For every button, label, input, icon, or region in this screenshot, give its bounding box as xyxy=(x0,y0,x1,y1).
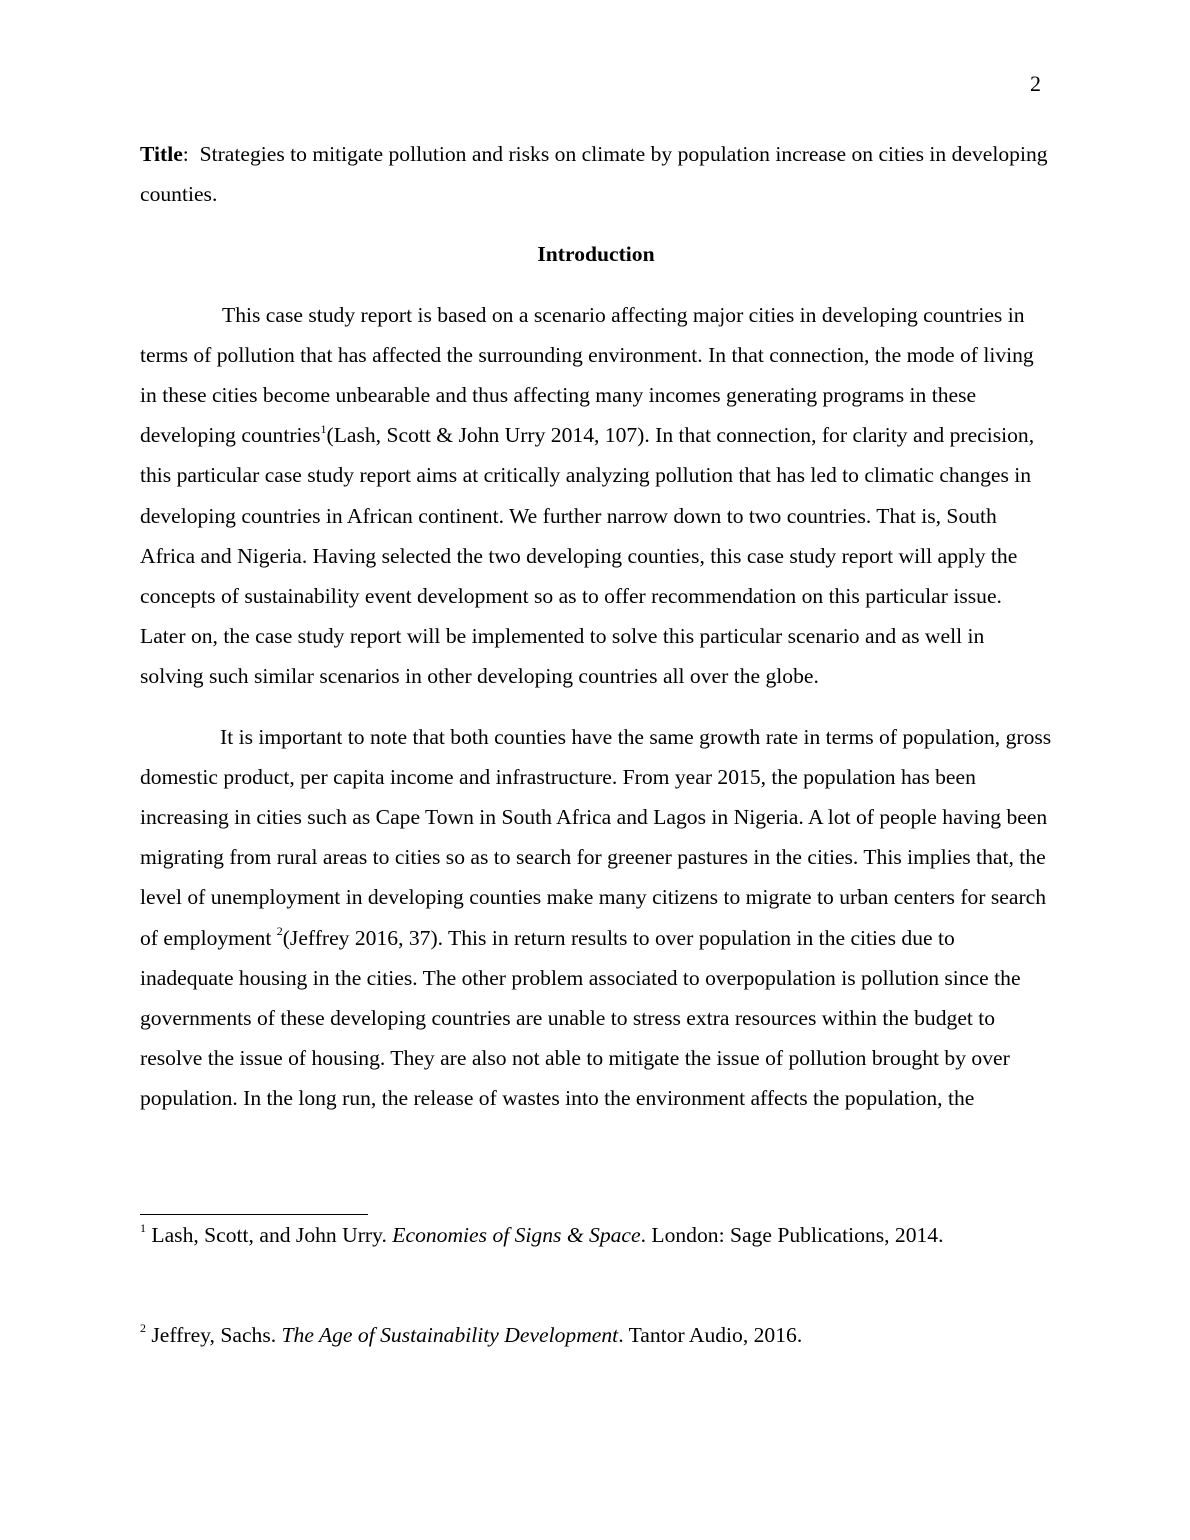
document-body xyxy=(140,134,1052,1139)
document-title xyxy=(140,134,1052,214)
paragraph-intro-1 xyxy=(140,295,1052,697)
title-label: Title xyxy=(140,142,183,166)
paragraph-text: (Lash, Scott & John Urry 2014, 107). In that connection, for clarity and precision, this particular case study report aims at critically analyzing pollution that has led to climatic changes in developing countries in African continent. We further narrow down to two countries. That is, South Africa and Nigeria. Having selected the two developing counties, this case study report will apply the concepts of sustainability event development so as to offer recommendation on this particular issue. Later on, the case study report will be implemented to solve this particular scenario and as well in solving such similar scenarios in other developing countries all over the globe. xyxy=(140,423,1035,689)
paragraph-text: This case study report is based on a scenario affecting major cities in developing countries in terms of pollution that has affected the surrounding environment. In that connection, the mode of living in these cities become unbearable and thus affecting many incomes generating programs in these developing countries xyxy=(140,302,1034,448)
paragraph-intro-2 xyxy=(140,717,1052,1119)
footnote-separator xyxy=(140,1214,368,1215)
footnote-number: 1 xyxy=(140,1220,146,1235)
footnote-1 xyxy=(140,1221,1052,1249)
footnote-number: 2 xyxy=(140,1320,146,1335)
title-text: Strategies to mitigate pollution and risks on climate by population increase on cities in developing counties. xyxy=(140,142,1053,207)
footnote-work-title: Economies of Signs & Space xyxy=(392,1223,641,1247)
section-heading-introduction: Introduction xyxy=(537,242,655,267)
footnote-suffix: . London: Sage Publications, 2014. xyxy=(640,1223,944,1247)
title-separator: : xyxy=(182,142,189,166)
footnote-reference[interactable]: 1 xyxy=(320,422,327,437)
footnote-prefix: Jeffrey, Sachs. xyxy=(146,1323,282,1347)
paragraph-text: (Jeffrey 2016, 37). This in return results to over population in the cities due to inadequate housing in the cities. The other problem associated to overpopulation is pollution since the governments of these developing countries are unable to stress extra resources within the budget to resolve the issue of housing. They are also not able to mitigate the issue of pollution brought by over population. In the long run, the release of wastes into the environment affects the population, the xyxy=(140,925,1021,1111)
footnote-reference[interactable]: 2 xyxy=(276,924,283,939)
footnote-2 xyxy=(140,1321,1052,1349)
page-number: 2 xyxy=(1030,71,1041,96)
footnote-work-title: The Age of Sustainability Development xyxy=(281,1323,619,1347)
footnote-prefix: Lash, Scott, and John Urry. xyxy=(146,1223,393,1247)
paragraph-text: It is important to note that both counties have the same growth rate in terms of population, gross domestic product, per capita income and infrastructure. From year 2015, the population has been increasing in cities such as Cape Town in South Africa and Lagos in Nigeria. A lot of people having been migrating from rural areas to cities so as to search for greener pastures in the cities. This implies that, the level of unemployment in developing counties make many citizens to migrate to urban centers for search of employment xyxy=(140,724,1052,950)
footnote-suffix: . Tantor Audio, 2016. xyxy=(618,1323,803,1347)
